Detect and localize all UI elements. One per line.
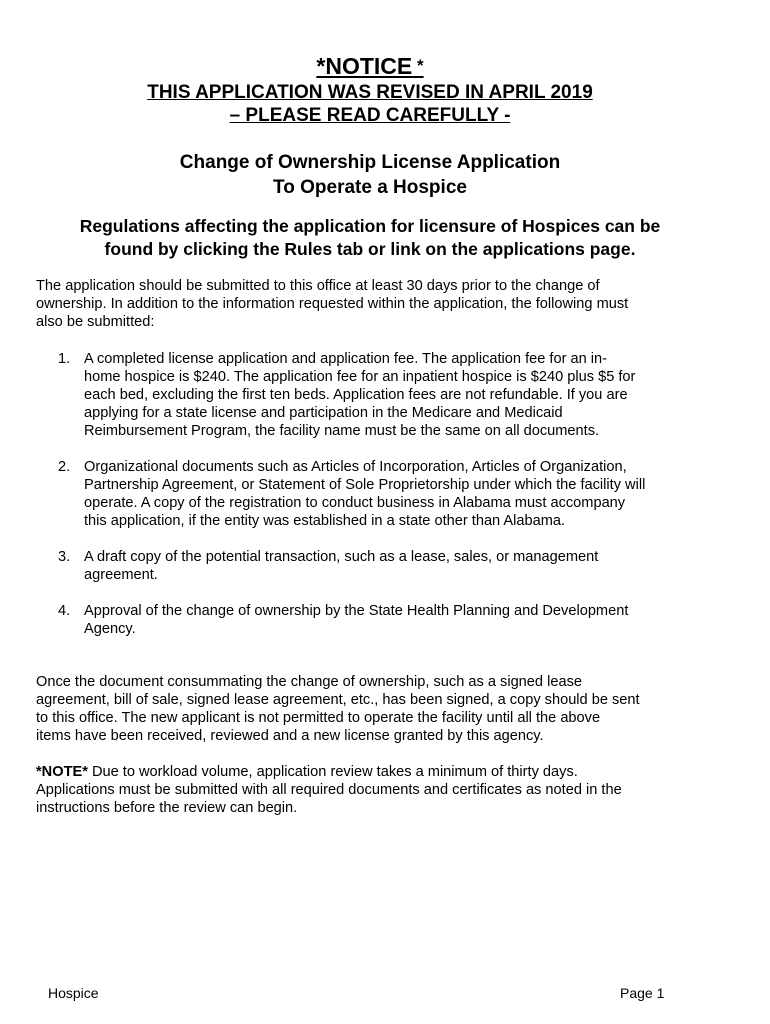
requirement-number: 1. <box>58 351 71 367</box>
closing-paragraph <box>36 673 706 745</box>
note-line: Applications must be submitted with all required documents and certificates as noted in the <box>36 782 622 798</box>
note-paragraph <box>36 763 706 817</box>
requirement-line: each bed, excluding the first ten beds. Application fees are not refundable. If you are <box>84 387 628 403</box>
notice-title-text: *NOTICE <box>316 53 413 79</box>
note-line: instructions before the review can begin. <box>36 800 298 816</box>
notice-title <box>0 52 740 80</box>
regulations-line: Regulations affecting the application for licensure of Hospices can be <box>79 216 661 236</box>
document-heading <box>0 150 740 200</box>
intro-line: ownership. In addition to the information requested within the application, the following must <box>36 296 629 312</box>
requirements-list <box>36 350 706 656</box>
requirement-number: 3. <box>58 549 71 565</box>
closing-line: agreement, bill of sale, signed lease agreement, etc., has been signed, a copy should be sent <box>36 692 640 708</box>
note-label: *NOTE* <box>36 764 88 780</box>
footer-page-number: Page 1 <box>620 985 665 1001</box>
revision-notice-line: THIS APPLICATION WAS REVISED IN APRIL 2019 <box>147 82 593 103</box>
requirement-item <box>36 602 706 638</box>
revision-notice <box>0 81 740 127</box>
requirement-line: Reimbursement Program, the facility name must be the same on all documents. <box>84 423 600 439</box>
note-line <box>36 763 706 781</box>
intro-line: The application should be submitted to this office at least 30 days prior to the change of <box>36 278 600 294</box>
requirement-line: applying for a state license and participation in the Medicare and Medicaid <box>84 405 563 421</box>
requirement-line: agreement. <box>84 567 158 583</box>
closing-line: to this office. The new applicant is not permitted to operate the facility until all the above <box>36 710 601 726</box>
notice-title-star: * <box>412 56 424 75</box>
document-heading-line: Change of Ownership License Application <box>179 152 561 173</box>
requirement-line: home hospice is $240. The application fee for an inpatient hospice is $240 plus $5 for <box>84 369 636 385</box>
requirement-line: A completed license application and application fee. The application fee for an in- <box>84 351 608 367</box>
requirement-number: 2. <box>58 459 71 475</box>
closing-line: items have been received, reviewed and a new license granted by this agency. <box>36 728 544 744</box>
requirement-line: Approval of the change of ownership by the State Health Planning and Development <box>84 603 629 619</box>
closing-line: Once the document consummating the change of ownership, such as a signed lease <box>36 674 582 690</box>
intro-paragraph <box>36 277 706 331</box>
revision-notice-line: – PLEASE READ CAREFULLY - <box>229 105 511 126</box>
regulations-notice <box>30 215 710 261</box>
requirement-line: operate. A copy of the registration to conduct business in Alabama must accompany <box>84 495 626 511</box>
intro-line: also be submitted: <box>36 314 155 330</box>
document-heading-line: To Operate a Hospice <box>273 177 467 198</box>
requirement-line: this application, if the entity was established in a state other than Alabama. <box>84 513 566 529</box>
requirement-number: 4. <box>58 603 71 619</box>
requirement-line: Partnership Agreement, or Statement of Sole Proprietorship under which the facility will <box>84 477 646 493</box>
footer-document-name: Hospice <box>48 985 99 1001</box>
requirement-line: Organizational documents such as Articles of Incorporation, Articles of Organization, <box>84 459 627 475</box>
requirement-item <box>36 458 706 530</box>
note-text: Due to workload volume, application review takes a minimum of thirty days. <box>87 764 578 780</box>
requirement-line: A draft copy of the potential transaction, such as a lease, sales, or management <box>84 549 599 565</box>
requirement-item <box>36 350 706 440</box>
requirement-line: Agency. <box>84 621 136 637</box>
requirement-item <box>36 548 706 584</box>
regulations-line: found by clicking the Rules tab or link on the applications page. <box>104 239 636 259</box>
